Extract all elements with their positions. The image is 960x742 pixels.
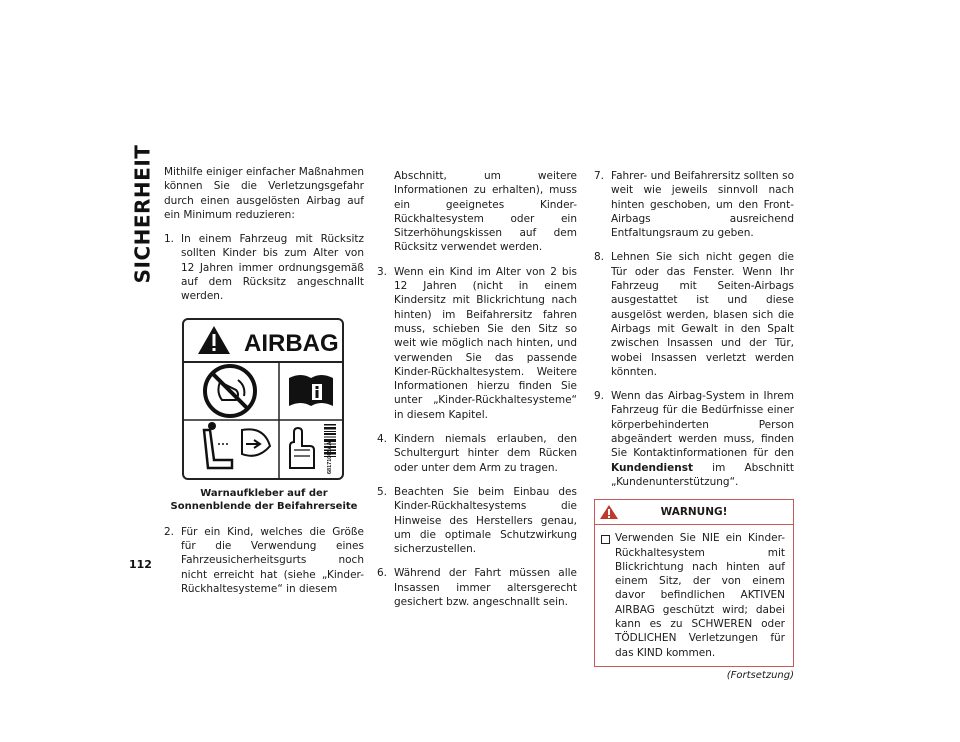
list-number: 1. xyxy=(164,233,175,246)
list-number: 8. xyxy=(594,251,605,264)
continued-note: (Fortsetzung) xyxy=(726,669,794,681)
list-text: Für ein Kind, welches die Größe für die Verwendung eines Fahrzeusicherheitsgurts noch nicht erreicht hat (siehe „Kinder-Rückhaltesysteme“ in diesem xyxy=(181,525,364,595)
warning-triangle-icon xyxy=(599,504,619,520)
list-item-9 xyxy=(594,389,794,489)
service-reference: Kundendienst xyxy=(611,461,693,474)
list-item-4 xyxy=(377,432,577,475)
hand-finger-icon xyxy=(290,428,314,468)
label-part-code: 68171005AA xyxy=(327,441,333,474)
intro-paragraph: Mithilfe einiger einfacher Maßnahmen können Sie die Verletzungsgefahr durch einen ausgelösten Airbag auf ein Minimum reduzieren: xyxy=(164,166,364,221)
list-text: Kindern niemals erlauben, den Schultergurt hinter dem Rücken oder unter dem Arm zu tragen. xyxy=(394,433,577,474)
warning-title: WARNUNG! xyxy=(660,506,728,519)
list-number: 5. xyxy=(377,485,388,498)
warning-text: Verwenden Sie NIE ein Kinder-Rückhaltesystem mit Blickrichtung nach hinten auf einem Sitz, der von einem davor befindlichen AKTIVEN AIRBAG geschützt wird; dabei kann es zu SCHWEREN oder TÖDLICHEN Verletzungen für das KIND kommen. xyxy=(615,532,785,659)
label-title: AIRBAG xyxy=(244,329,339,357)
list-text: Wenn ein Kind im Alter von 2 bis 12 Jahren (nicht in einem Kindersitz mit Blickrichtung nach hinten) im Beifahrersitz fahren muss, schieben Sie den Sitz so weit wie möglich nach hinten, und verwenden Sie das passende Kinder-Rückhaltesystem. Weitere Informationen hierzu finden Sie unter „Kinder-Rückhaltesysteme“ in diesem Kapitel. xyxy=(394,265,577,421)
list-item-2-continued: Abschnitt, um weitere Informationen zu erhalten), muss ein geeignetes Kinder-Rückhaltesystem oder ein Sitzerhöhungskissen auf dem Rücksitz verwendet werden. xyxy=(394,170,577,254)
warning-item xyxy=(595,525,793,660)
owner-manual-icon xyxy=(289,375,333,406)
list-item-7 xyxy=(594,169,794,240)
section-side-tab xyxy=(128,144,156,284)
list-text: Beachten Sie beim Einbau des Kinder-Rückhaltesystems die Hinweise des Herstellers genau, um die optimale Schutzwirkung sicherzustellen. xyxy=(394,485,577,556)
list-text-a: Wenn das Airbag-System in Ihrem Fahrzeug für die Bedürfnisse einer körperbehinderten Person abgeändert werden muss, finden Sie Kontaktinformationen für den xyxy=(611,390,794,460)
section-title: SICHERHEIT xyxy=(130,144,154,284)
list-text: Fahrer- und Beifahrersitz sollten so weit wie jeweils sinnvoll nach hinten geschoben, um den Front-Airbags ausreichend Entfaltungsraum zu geben. xyxy=(611,170,794,240)
airbag-warning-label-image xyxy=(182,318,344,480)
seat-airbag-icon xyxy=(204,422,270,468)
warning-triangle-icon xyxy=(198,326,230,354)
page-number: 112 xyxy=(129,558,152,571)
list-item-8 xyxy=(594,250,794,379)
checkbox-bullet-icon xyxy=(601,535,610,544)
list-item-1 xyxy=(164,232,364,303)
warning-box xyxy=(594,499,794,667)
list-number: 3. xyxy=(377,265,388,278)
list-item-3 xyxy=(377,265,577,422)
list-text: In einem Fahrzeug mit Rücksitz sollten Kinder bis zum Alter von 12 Jahren immer ordnungsgemäß auf dem Rücksitz angeschnallt werden. xyxy=(181,233,364,303)
warning-header xyxy=(595,500,793,525)
list-number: 9. xyxy=(594,390,605,403)
list-item-6 xyxy=(377,566,577,609)
list-number: 4. xyxy=(377,433,388,446)
column-1 xyxy=(164,165,364,606)
no-rear-facing-seat-icon xyxy=(205,366,255,416)
airbag-label-graphic xyxy=(184,320,342,478)
list-number: 7. xyxy=(594,170,605,182)
figure-caption: Warnaufkleber auf der Sonnenblende der Beifahrerseite xyxy=(170,487,358,513)
list-item-5 xyxy=(377,485,577,556)
column-3 xyxy=(594,169,794,683)
list-item-2 xyxy=(164,525,364,596)
list-number: 2. xyxy=(164,525,175,538)
list-text: Während der Fahrt müssen alle Insassen immer altersgerecht gesichert bzw. angeschnallt sein. xyxy=(394,567,577,609)
list-text-b: im Abschnitt „Kundenunterstützung“. xyxy=(611,461,794,488)
list-text: Lehnen Sie sich nicht gegen die Tür oder das Fenster. Wenn Ihr Fahrzeug mit Seiten-Airbags ausgestattet ist und diese ausgelöst werden, blasen sich die Airbags mit Gewalt in den Spalt zwischen Insassen und der Tür, wobei Insassen verletzt werden könnten. xyxy=(611,251,794,378)
list-number: 6. xyxy=(377,567,388,580)
column-2 xyxy=(377,169,577,619)
